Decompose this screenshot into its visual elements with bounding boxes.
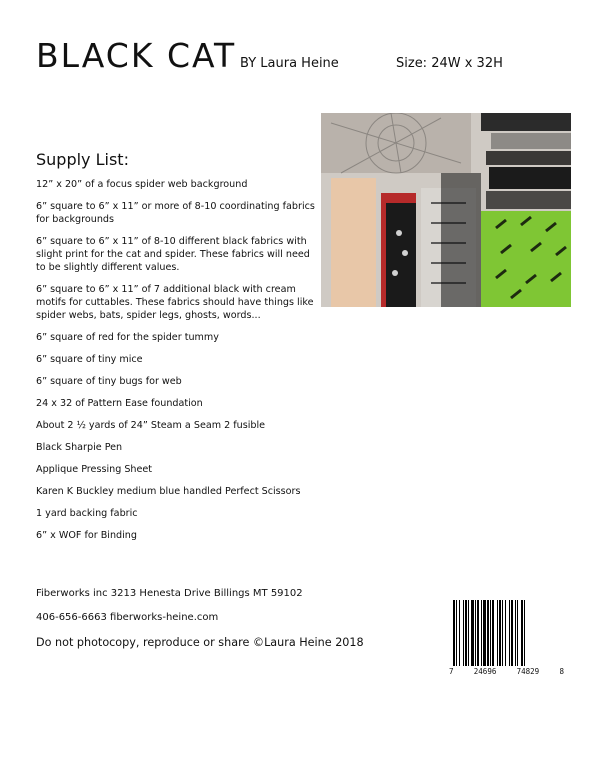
list-item: Karen K Buckley medium blue handled Perfect Scissors: [36, 486, 301, 497]
list-item: 12” x 20” of a focus spider web background: [36, 179, 248, 190]
list-item: 6” square of tiny bugs for web: [36, 376, 182, 387]
list-item: 6” square of tiny mice: [36, 354, 143, 365]
barcode-digits: [449, 667, 564, 676]
list-item: 6” square to 6” x 11” of 8-10 different black fabrics with slight print for the cat and spider. These fabrics will need to be slightly different values.: [36, 236, 310, 273]
quilt-size: Size: 24W x 32H: [396, 56, 503, 71]
list-item: 1 yard backing fabric: [36, 508, 138, 519]
list-item: 6” square to 6” x 11” of 7 additional black with cream motifs for cuttables. These fabrics should have things like spider webs, bats, spider legs, ghosts, words...: [36, 284, 314, 321]
list-item: Black Sharpie Pen: [36, 442, 123, 453]
company-address: Fiberworks inc 3213 Henesta Drive Billings MT 59102: [36, 588, 303, 599]
list-item: 24 x 32 of Pattern Ease foundation: [36, 398, 203, 409]
barcode-digit-group: 7: [449, 667, 454, 676]
company-contact: 406-656-6663 fiberworks-heine.com: [36, 612, 219, 623]
barcode-digit-group: 24696: [473, 667, 497, 676]
list-item: Applique Pressing Sheet: [36, 464, 153, 475]
list-item: About 2 ½ yards of 24” Steam a Seam 2 fusible: [36, 420, 266, 431]
author-credit: BY Laura Heine: [240, 56, 339, 71]
copyright-notice: Do not photocopy, reproduce or share ©Laura Heine 2018: [36, 636, 364, 649]
supply-list: [36, 178, 316, 551]
list-item: 6” x WOF for Binding: [36, 530, 137, 541]
list-item: 6” square of red for the spider tummy: [36, 332, 219, 343]
fabric-photo: [321, 113, 571, 307]
list-item: 6” square to 6” x 11” or more of 8-10 coordinating fabrics for backgrounds: [36, 201, 315, 225]
barcode-digit-group: 8: [559, 667, 564, 676]
barcode-digit-group: 74829: [516, 667, 540, 676]
pattern-title: BLACK CAT: [36, 36, 237, 75]
supply-list-heading: Supply List:: [36, 150, 129, 169]
